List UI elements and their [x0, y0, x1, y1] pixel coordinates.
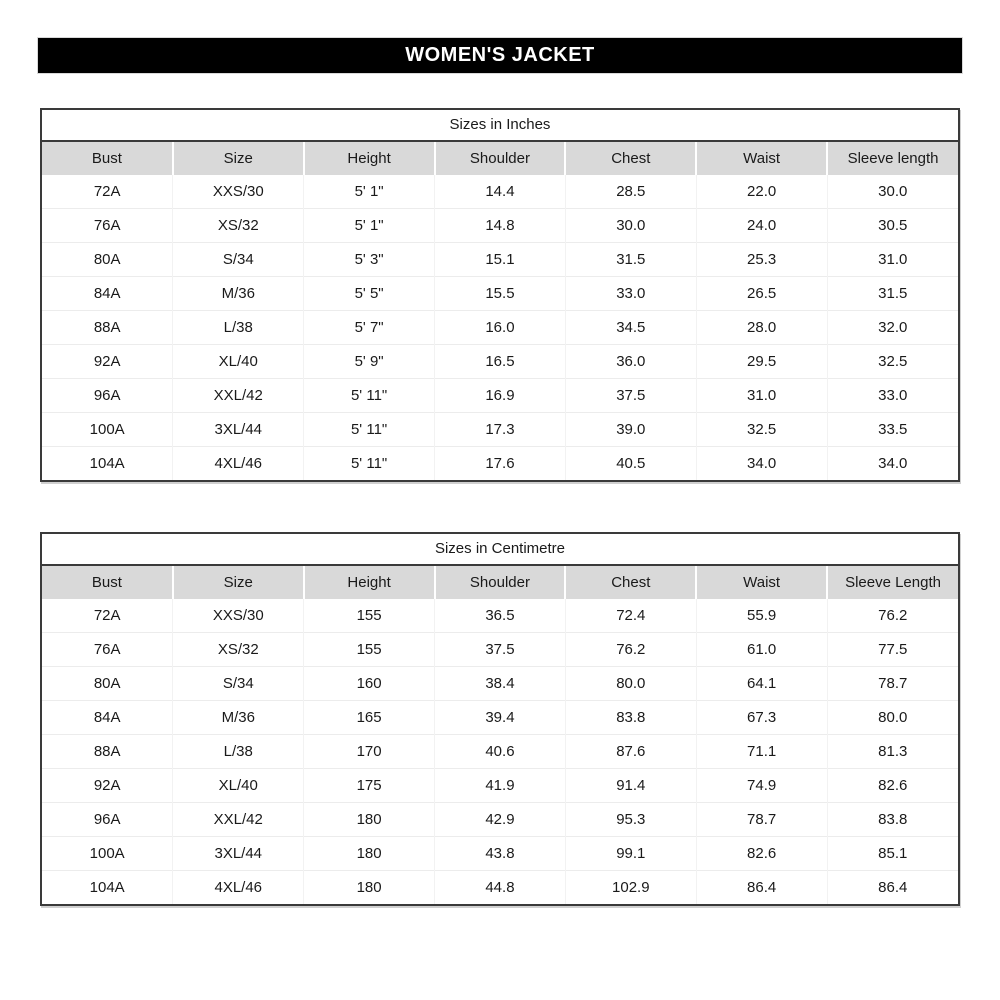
- table-cell: 31.0: [827, 243, 958, 277]
- table-cell: S/34: [173, 243, 304, 277]
- column-header: Bust: [42, 142, 173, 175]
- table-cell: 34.5: [565, 311, 696, 345]
- table-cell: 78.7: [827, 667, 958, 701]
- table-cell: 15.1: [435, 243, 566, 277]
- table-cell: 91.4: [565, 769, 696, 803]
- table-row: [42, 837, 958, 871]
- table-cell: 42.9: [435, 803, 566, 837]
- table-cell: 33.0: [565, 277, 696, 311]
- table-cell: 32.0: [827, 311, 958, 345]
- column-header: Height: [304, 566, 435, 599]
- table-cell: 67.3: [696, 701, 827, 735]
- table-cell: 36.0: [565, 345, 696, 379]
- table-cell: 104A: [42, 447, 173, 481]
- centimetre-header-row: [42, 566, 958, 599]
- table-cell: 24.0: [696, 209, 827, 243]
- table-cell: 180: [304, 871, 435, 905]
- table-cell: 22.0: [696, 175, 827, 209]
- table-cell: 5' 1": [304, 175, 435, 209]
- table-cell: 100A: [42, 413, 173, 447]
- table-cell: 41.9: [435, 769, 566, 803]
- table-cell: 160: [304, 667, 435, 701]
- table-cell: 26.5: [696, 277, 827, 311]
- table-cell: 5' 11": [304, 413, 435, 447]
- table-cell: 37.5: [435, 633, 566, 667]
- table-cell: XS/32: [173, 209, 304, 243]
- table-cell: M/36: [173, 701, 304, 735]
- table-title: Sizes in Inches: [42, 110, 958, 142]
- table-cell: M/36: [173, 277, 304, 311]
- table-cell: 80.0: [565, 667, 696, 701]
- table-cell: 155: [304, 599, 435, 633]
- table-cell: 77.5: [827, 633, 958, 667]
- table-cell: 16.9: [435, 379, 566, 413]
- table-cell: 99.1: [565, 837, 696, 871]
- table-cell: 80A: [42, 667, 173, 701]
- page-title: WOMEN'S JACKET: [38, 38, 962, 73]
- table-cell: 76.2: [827, 599, 958, 633]
- table-row: [42, 345, 958, 379]
- column-header: Sleeve length: [827, 142, 958, 175]
- table-cell: 44.8: [435, 871, 566, 905]
- table-cell: 5' 3": [304, 243, 435, 277]
- table-cell: L/38: [173, 311, 304, 345]
- centimetre-body: [42, 599, 958, 904]
- table-cell: 38.4: [435, 667, 566, 701]
- column-header: Chest: [565, 142, 696, 175]
- column-header: Size: [173, 142, 304, 175]
- table-cell: 17.6: [435, 447, 566, 481]
- table-cell: 84A: [42, 701, 173, 735]
- table-row: [42, 769, 958, 803]
- table-cell: 78.7: [696, 803, 827, 837]
- table-cell: 82.6: [827, 769, 958, 803]
- sizes-in-centimetre-table: [40, 532, 960, 906]
- table-cell: 170: [304, 735, 435, 769]
- table-cell: 5' 11": [304, 379, 435, 413]
- table-cell: 5' 7": [304, 311, 435, 345]
- table-cell: 71.1: [696, 735, 827, 769]
- table-cell: 31.5: [565, 243, 696, 277]
- table-row: [42, 447, 958, 481]
- table-cell: 88A: [42, 311, 173, 345]
- table-row: [42, 871, 958, 905]
- table-cell: 31.5: [827, 277, 958, 311]
- table-cell: 30.0: [827, 175, 958, 209]
- column-header: Chest: [565, 566, 696, 599]
- sizes-in-inches-table: [40, 108, 960, 482]
- table-cell: 5' 1": [304, 209, 435, 243]
- table-cell: 30.0: [565, 209, 696, 243]
- table-row: [42, 701, 958, 735]
- table-cell: 16.5: [435, 345, 566, 379]
- table-cell: 33.0: [827, 379, 958, 413]
- table-cell: 34.0: [827, 447, 958, 481]
- table-cell: 29.5: [696, 345, 827, 379]
- column-header: Height: [304, 142, 435, 175]
- table-cell: 76A: [42, 209, 173, 243]
- table-cell: 175: [304, 769, 435, 803]
- table-cell: 83.8: [827, 803, 958, 837]
- centimetre-measurements-grid: [42, 566, 958, 904]
- table-cell: XL/40: [173, 345, 304, 379]
- table-cell: XXL/42: [173, 379, 304, 413]
- table-cell: 88A: [42, 735, 173, 769]
- table-cell: XXL/42: [173, 803, 304, 837]
- table-cell: 28.0: [696, 311, 827, 345]
- table-cell: 4XL/46: [173, 447, 304, 481]
- table-row: [42, 209, 958, 243]
- table-row: [42, 667, 958, 701]
- table-cell: 3XL/44: [173, 413, 304, 447]
- table-cell: 102.9: [565, 871, 696, 905]
- table-cell: 85.1: [827, 837, 958, 871]
- table-cell: 180: [304, 837, 435, 871]
- table-cell: 40.5: [565, 447, 696, 481]
- table-cell: XS/32: [173, 633, 304, 667]
- table-cell: 37.5: [565, 379, 696, 413]
- table-cell: 86.4: [696, 871, 827, 905]
- table-cell: 80A: [42, 243, 173, 277]
- table-cell: 165: [304, 701, 435, 735]
- table-cell: 72A: [42, 175, 173, 209]
- table-cell: 32.5: [696, 413, 827, 447]
- table-cell: 3XL/44: [173, 837, 304, 871]
- table-cell: 84A: [42, 277, 173, 311]
- table-cell: 76A: [42, 633, 173, 667]
- table-cell: 76.2: [565, 633, 696, 667]
- table-cell: 17.3: [435, 413, 566, 447]
- table-cell: 104A: [42, 871, 173, 905]
- column-header: Shoulder: [435, 566, 566, 599]
- table-cell: 155: [304, 633, 435, 667]
- table-row: [42, 175, 958, 209]
- table-row: [42, 379, 958, 413]
- table-row: [42, 803, 958, 837]
- table-cell: 32.5: [827, 345, 958, 379]
- column-header: Bust: [42, 566, 173, 599]
- table-cell: 39.4: [435, 701, 566, 735]
- table-cell: 96A: [42, 379, 173, 413]
- table-cell: 55.9: [696, 599, 827, 633]
- table-cell: 5' 11": [304, 447, 435, 481]
- table-title: Sizes in Centimetre: [42, 534, 958, 566]
- table-cell: 15.5: [435, 277, 566, 311]
- table-cell: 28.5: [565, 175, 696, 209]
- table-cell: 33.5: [827, 413, 958, 447]
- table-cell: 40.6: [435, 735, 566, 769]
- table-cell: 95.3: [565, 803, 696, 837]
- table-cell: 31.0: [696, 379, 827, 413]
- table-cell: 14.8: [435, 209, 566, 243]
- table-row: [42, 413, 958, 447]
- table-cell: 30.5: [827, 209, 958, 243]
- table-row: [42, 735, 958, 769]
- column-header: Waist: [696, 142, 827, 175]
- table-cell: 80.0: [827, 701, 958, 735]
- table-row: [42, 633, 958, 667]
- table-cell: 64.1: [696, 667, 827, 701]
- table-cell: 36.5: [435, 599, 566, 633]
- inches-header-row: [42, 142, 958, 175]
- inches-body: [42, 175, 958, 480]
- table-cell: 14.4: [435, 175, 566, 209]
- column-header: Waist: [696, 566, 827, 599]
- table-row: [42, 311, 958, 345]
- table-cell: XXS/30: [173, 599, 304, 633]
- table-cell: 83.8: [565, 701, 696, 735]
- table-cell: 81.3: [827, 735, 958, 769]
- table-cell: S/34: [173, 667, 304, 701]
- table-cell: 86.4: [827, 871, 958, 905]
- inches-measurements-grid: [42, 142, 958, 480]
- table-cell: 92A: [42, 345, 173, 379]
- table-cell: 72.4: [565, 599, 696, 633]
- table-cell: 25.3: [696, 243, 827, 277]
- table-cell: XL/40: [173, 769, 304, 803]
- table-cell: 5' 9": [304, 345, 435, 379]
- column-header: Sleeve Length: [827, 566, 958, 599]
- column-header: Shoulder: [435, 142, 566, 175]
- table-cell: 39.0: [565, 413, 696, 447]
- table-cell: 4XL/46: [173, 871, 304, 905]
- table-cell: 74.9: [696, 769, 827, 803]
- table-row: [42, 277, 958, 311]
- table-cell: 43.8: [435, 837, 566, 871]
- table-cell: 61.0: [696, 633, 827, 667]
- column-header: Size: [173, 566, 304, 599]
- table-cell: 72A: [42, 599, 173, 633]
- table-row: [42, 243, 958, 277]
- table-cell: 96A: [42, 803, 173, 837]
- table-cell: 16.0: [435, 311, 566, 345]
- table-cell: 34.0: [696, 447, 827, 481]
- table-cell: L/38: [173, 735, 304, 769]
- table-cell: 5' 5": [304, 277, 435, 311]
- table-cell: 82.6: [696, 837, 827, 871]
- table-cell: 100A: [42, 837, 173, 871]
- table-cell: 87.6: [565, 735, 696, 769]
- table-row: [42, 599, 958, 633]
- table-cell: XXS/30: [173, 175, 304, 209]
- table-cell: 92A: [42, 769, 173, 803]
- table-cell: 180: [304, 803, 435, 837]
